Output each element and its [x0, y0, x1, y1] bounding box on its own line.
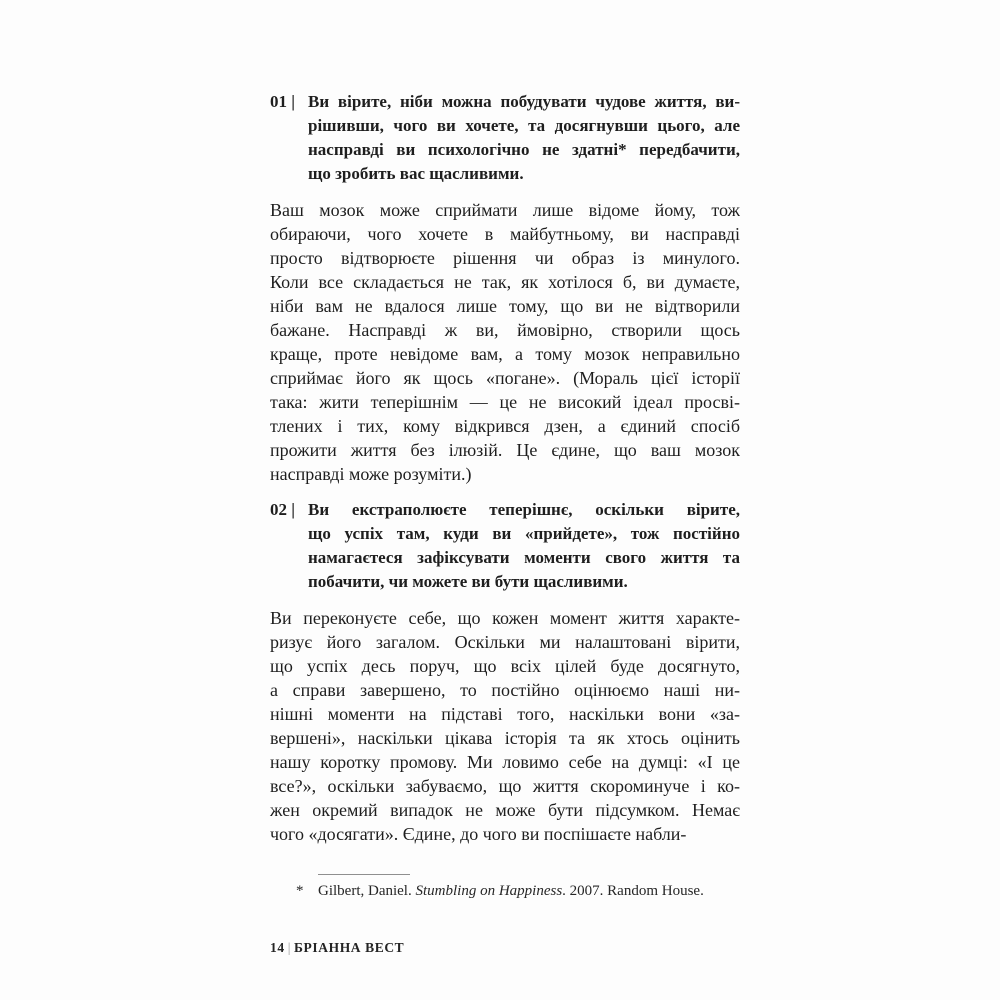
text-line: насправді ви психологічно не здатні* передбачити,	[308, 140, 740, 159]
text-line: тлених і тих, кому відкрився дзен, а єдиний спосіб	[270, 416, 740, 436]
item-number: 02 |	[270, 500, 295, 519]
text-line: Ви переконуєте себе, що кожен момент життя характе-	[270, 608, 740, 628]
text-line: Ви екстраполюєте теперішнє, оскільки вірите,	[308, 500, 740, 519]
text-line: вершені», наскільки цікава історія та як хтось оцінить	[270, 728, 740, 748]
text-line: що успіх там, куди ви «прийдете», тож постійно	[308, 524, 740, 543]
text-column	[270, 0, 740, 846]
text-line: ніби вам не вдалося лише тому, що ви не відтворили	[270, 296, 740, 316]
item-text	[308, 498, 740, 594]
text-line: сприймає його як щось «погане». (Мораль цієї історії	[270, 368, 740, 388]
item-number: 01 |	[270, 92, 295, 111]
running-footer	[270, 940, 404, 956]
text-line: нашу коротку промову. Ми ловимо себе на думці: «І це	[270, 752, 740, 772]
text-line: така: жити теперішнім — це не високий ідеал просві-	[270, 392, 740, 412]
text-line: рішивши, чого ви хочете, та досягнувши цього, але	[308, 116, 740, 135]
text-line: краще, проте невідоме вам, а тому мозок неправильно	[270, 344, 740, 364]
text-line: Ви вірите, ніби можна побудувати чудове життя, ви-	[308, 92, 740, 111]
book-author: БРІАННА ВЕСТ	[294, 940, 405, 955]
text-line: чого «досягати». Єдине, до чого ви поспішаєте набли-	[270, 824, 687, 844]
text-line: прожити життя без ілюзій. Це єдине, що ваш мозок	[270, 440, 740, 460]
footnote-row	[270, 882, 740, 901]
text-line: обираючи, чого хочете в майбутньому, ви насправді	[270, 224, 740, 244]
text-line: Коли все складається не так, як хотілося б, ви думаєте,	[270, 272, 740, 292]
text-line: жен окремий випадок не може бути підсумком. Немає	[270, 800, 740, 820]
page-number: 14	[270, 940, 285, 955]
numbered-item-02	[270, 498, 740, 594]
footnote-text	[318, 882, 704, 901]
text-line: Ваш мозок може сприймати лише відоме йому, тож	[270, 200, 740, 220]
footer-separator: |	[287, 940, 292, 955]
text-line: насправді може розуміти.)	[270, 464, 472, 484]
text-line: що успіх десь поруч, що всіх цілей буде досягнуто,	[270, 656, 740, 676]
paragraph-2	[270, 606, 740, 846]
footnote-divider	[318, 874, 410, 875]
paragraph-1	[270, 198, 740, 486]
footnote-book-title: Stumbling on Happiness	[415, 883, 563, 899]
numbered-item-01	[270, 90, 740, 186]
text-line: побачити, чи можете ви бути щасливими.	[308, 572, 628, 591]
text-line: бажане. Насправді ж ви, ймовірно, створили щось	[270, 320, 740, 340]
text-line: намагаєтеся зафіксувати моменти свого життя та	[308, 548, 740, 567]
text-line: ризує його загалом. Оскільки ми налаштовані вірити,	[270, 632, 740, 652]
footnote-citation-start: Gilbert, Daniel.	[318, 883, 416, 899]
footnote-marker: *	[296, 883, 304, 899]
text-line: все?», оскільки забуваємо, що життя скороминуче і ко-	[270, 776, 740, 796]
footnote	[270, 874, 740, 901]
text-line: що зробить вас щасливими.	[308, 164, 524, 183]
text-line: а справи завершено, то постійно оцінюємо наші ни-	[270, 680, 740, 700]
text-line: просто відтворюєте рішення чи образ із минулого.	[270, 248, 740, 268]
text-line: нішні моменти на підставі того, наскільки вони «за-	[270, 704, 740, 724]
item-text	[308, 90, 740, 186]
footnote-citation-end: . 2007. Random House.	[562, 883, 704, 899]
